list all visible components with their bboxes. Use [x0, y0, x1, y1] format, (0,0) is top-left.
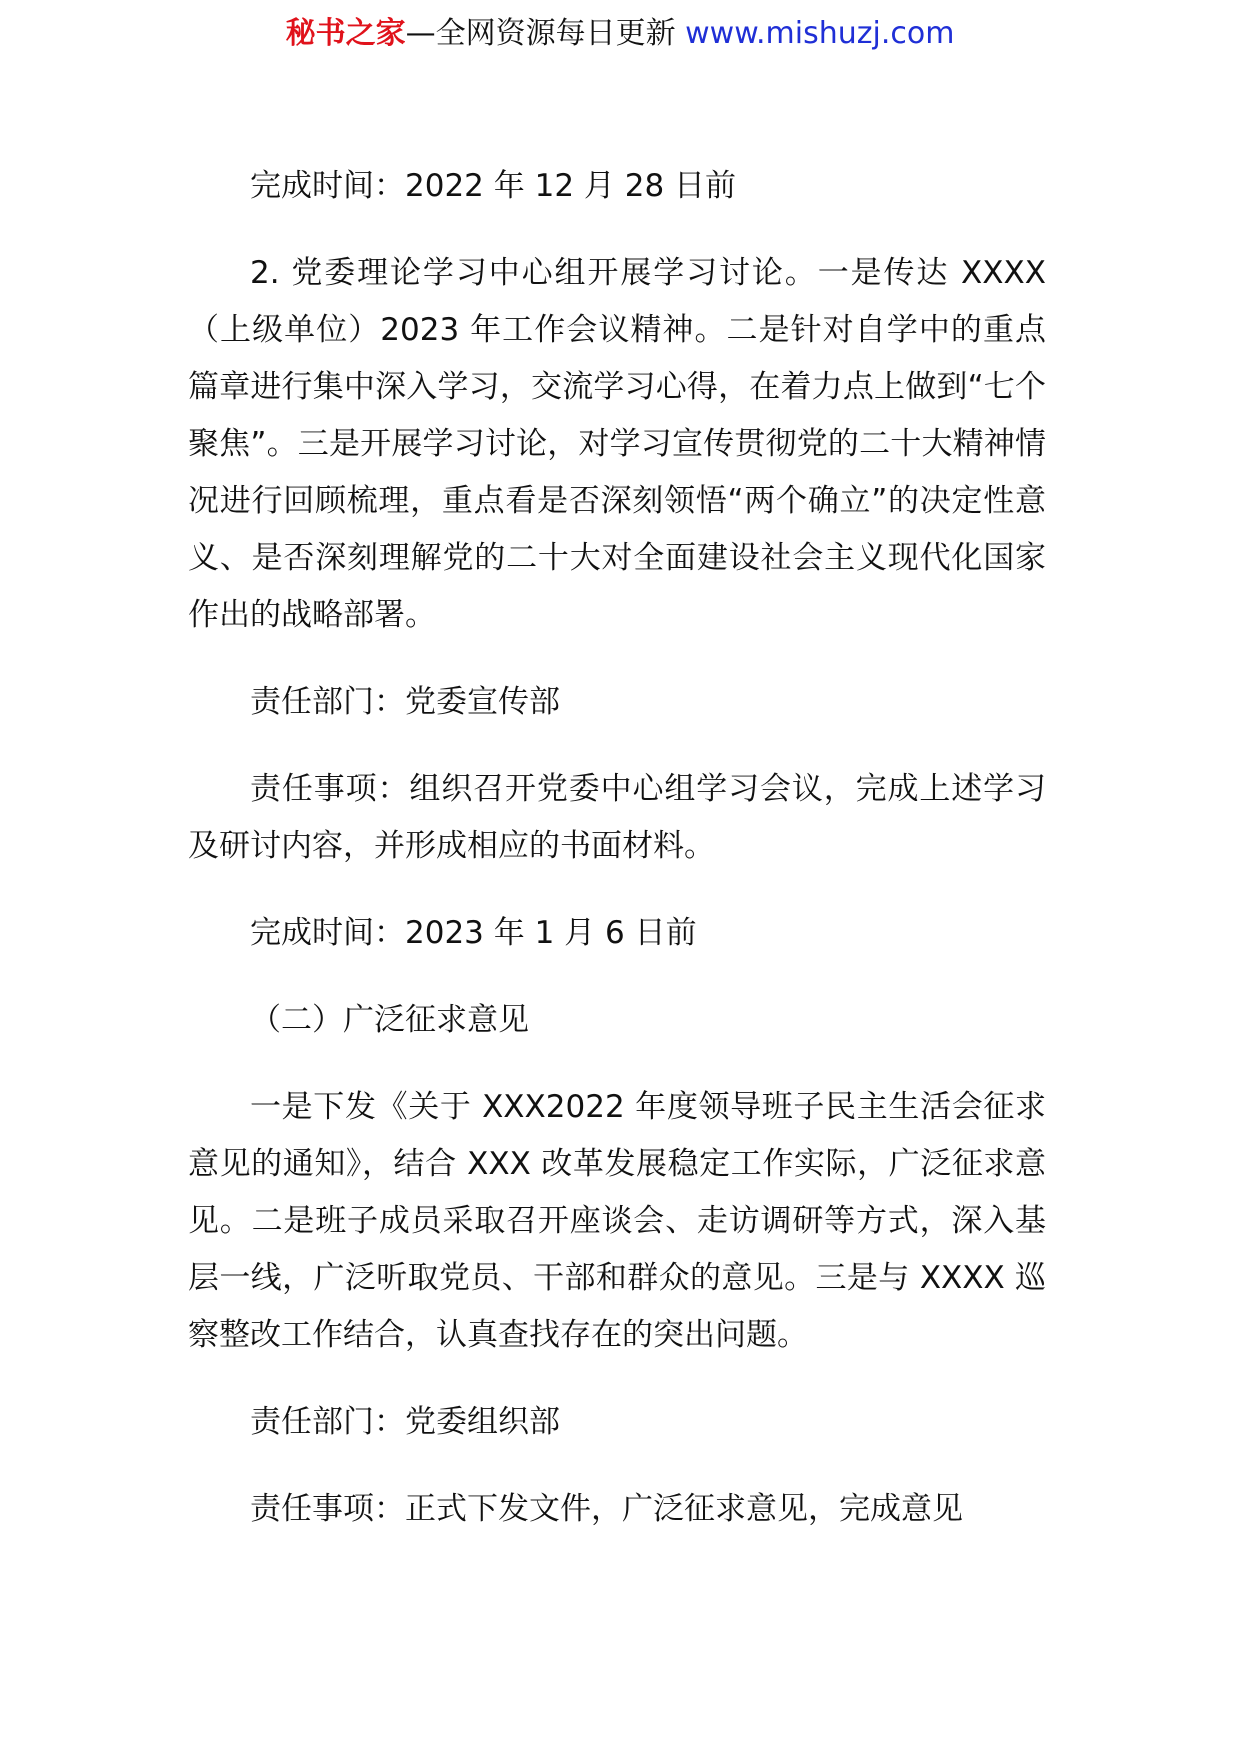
study-discussion-paragraph: 2. 党委理论学习中心组开展学习讨论。一是传达 XXXX（上级单位）2023 年工作会议精神。二是针对自学中的重点篇章进行集中深入学习，交流学习心得，在着力点上做到“七个聚焦”。三是开展学习讨论，对学习宣传贯彻党的二十大精神情况进行回顾梳理，重点看是否深刻领悟“两个确立”的决定性意义、是否深刻理解党的二十大对全面建设社会主义现代化国家作出的战略部署。: [188, 255, 1046, 633]
responsible-department-paragraph: 责任部门：党委组织部: [250, 1404, 560, 1440]
responsibility-item-paragraph: 责任事项：组织召开党委中心组学习会议，完成上述学习及研讨内容，并形成相应的书面材料。: [188, 771, 1046, 864]
brand-name: 秘书之家: [285, 16, 406, 51]
responsible-department-paragraph: 责任部门：党委宣传部: [250, 684, 560, 720]
responsibility-item-paragraph: 责任事项：正式下发文件，广泛征求意见，完成意见: [250, 1491, 963, 1527]
solicit-opinions-paragraph: 一是下发《关于 XXX2022 年度领导班子民主生活会征求意见的通知》，结合 XXX 改革发展稳定工作实际，广泛征求意见。二是班子成员采取召开座谈会、走访调研等方式，深入基层一线，广泛听取党员、干部和群众的意见。三是与 XXXX 巡察整改工作结合，认真查找存在的突出问题。: [188, 1089, 1046, 1353]
completion-time-paragraph: 完成时间：2023 年 1 月 6 日前: [250, 915, 697, 951]
page-header: [0, 14, 1240, 54]
site-url-link[interactable]: www.mishuzj.com: [685, 16, 955, 51]
section-heading: （二）广泛征求意见: [250, 1002, 529, 1038]
document-body: [188, 158, 1046, 1568]
completion-time-paragraph: 完成时间：2022 年 12 月 28 日前: [250, 168, 737, 204]
header-tagline: —全网资源每日更新: [405, 16, 686, 51]
